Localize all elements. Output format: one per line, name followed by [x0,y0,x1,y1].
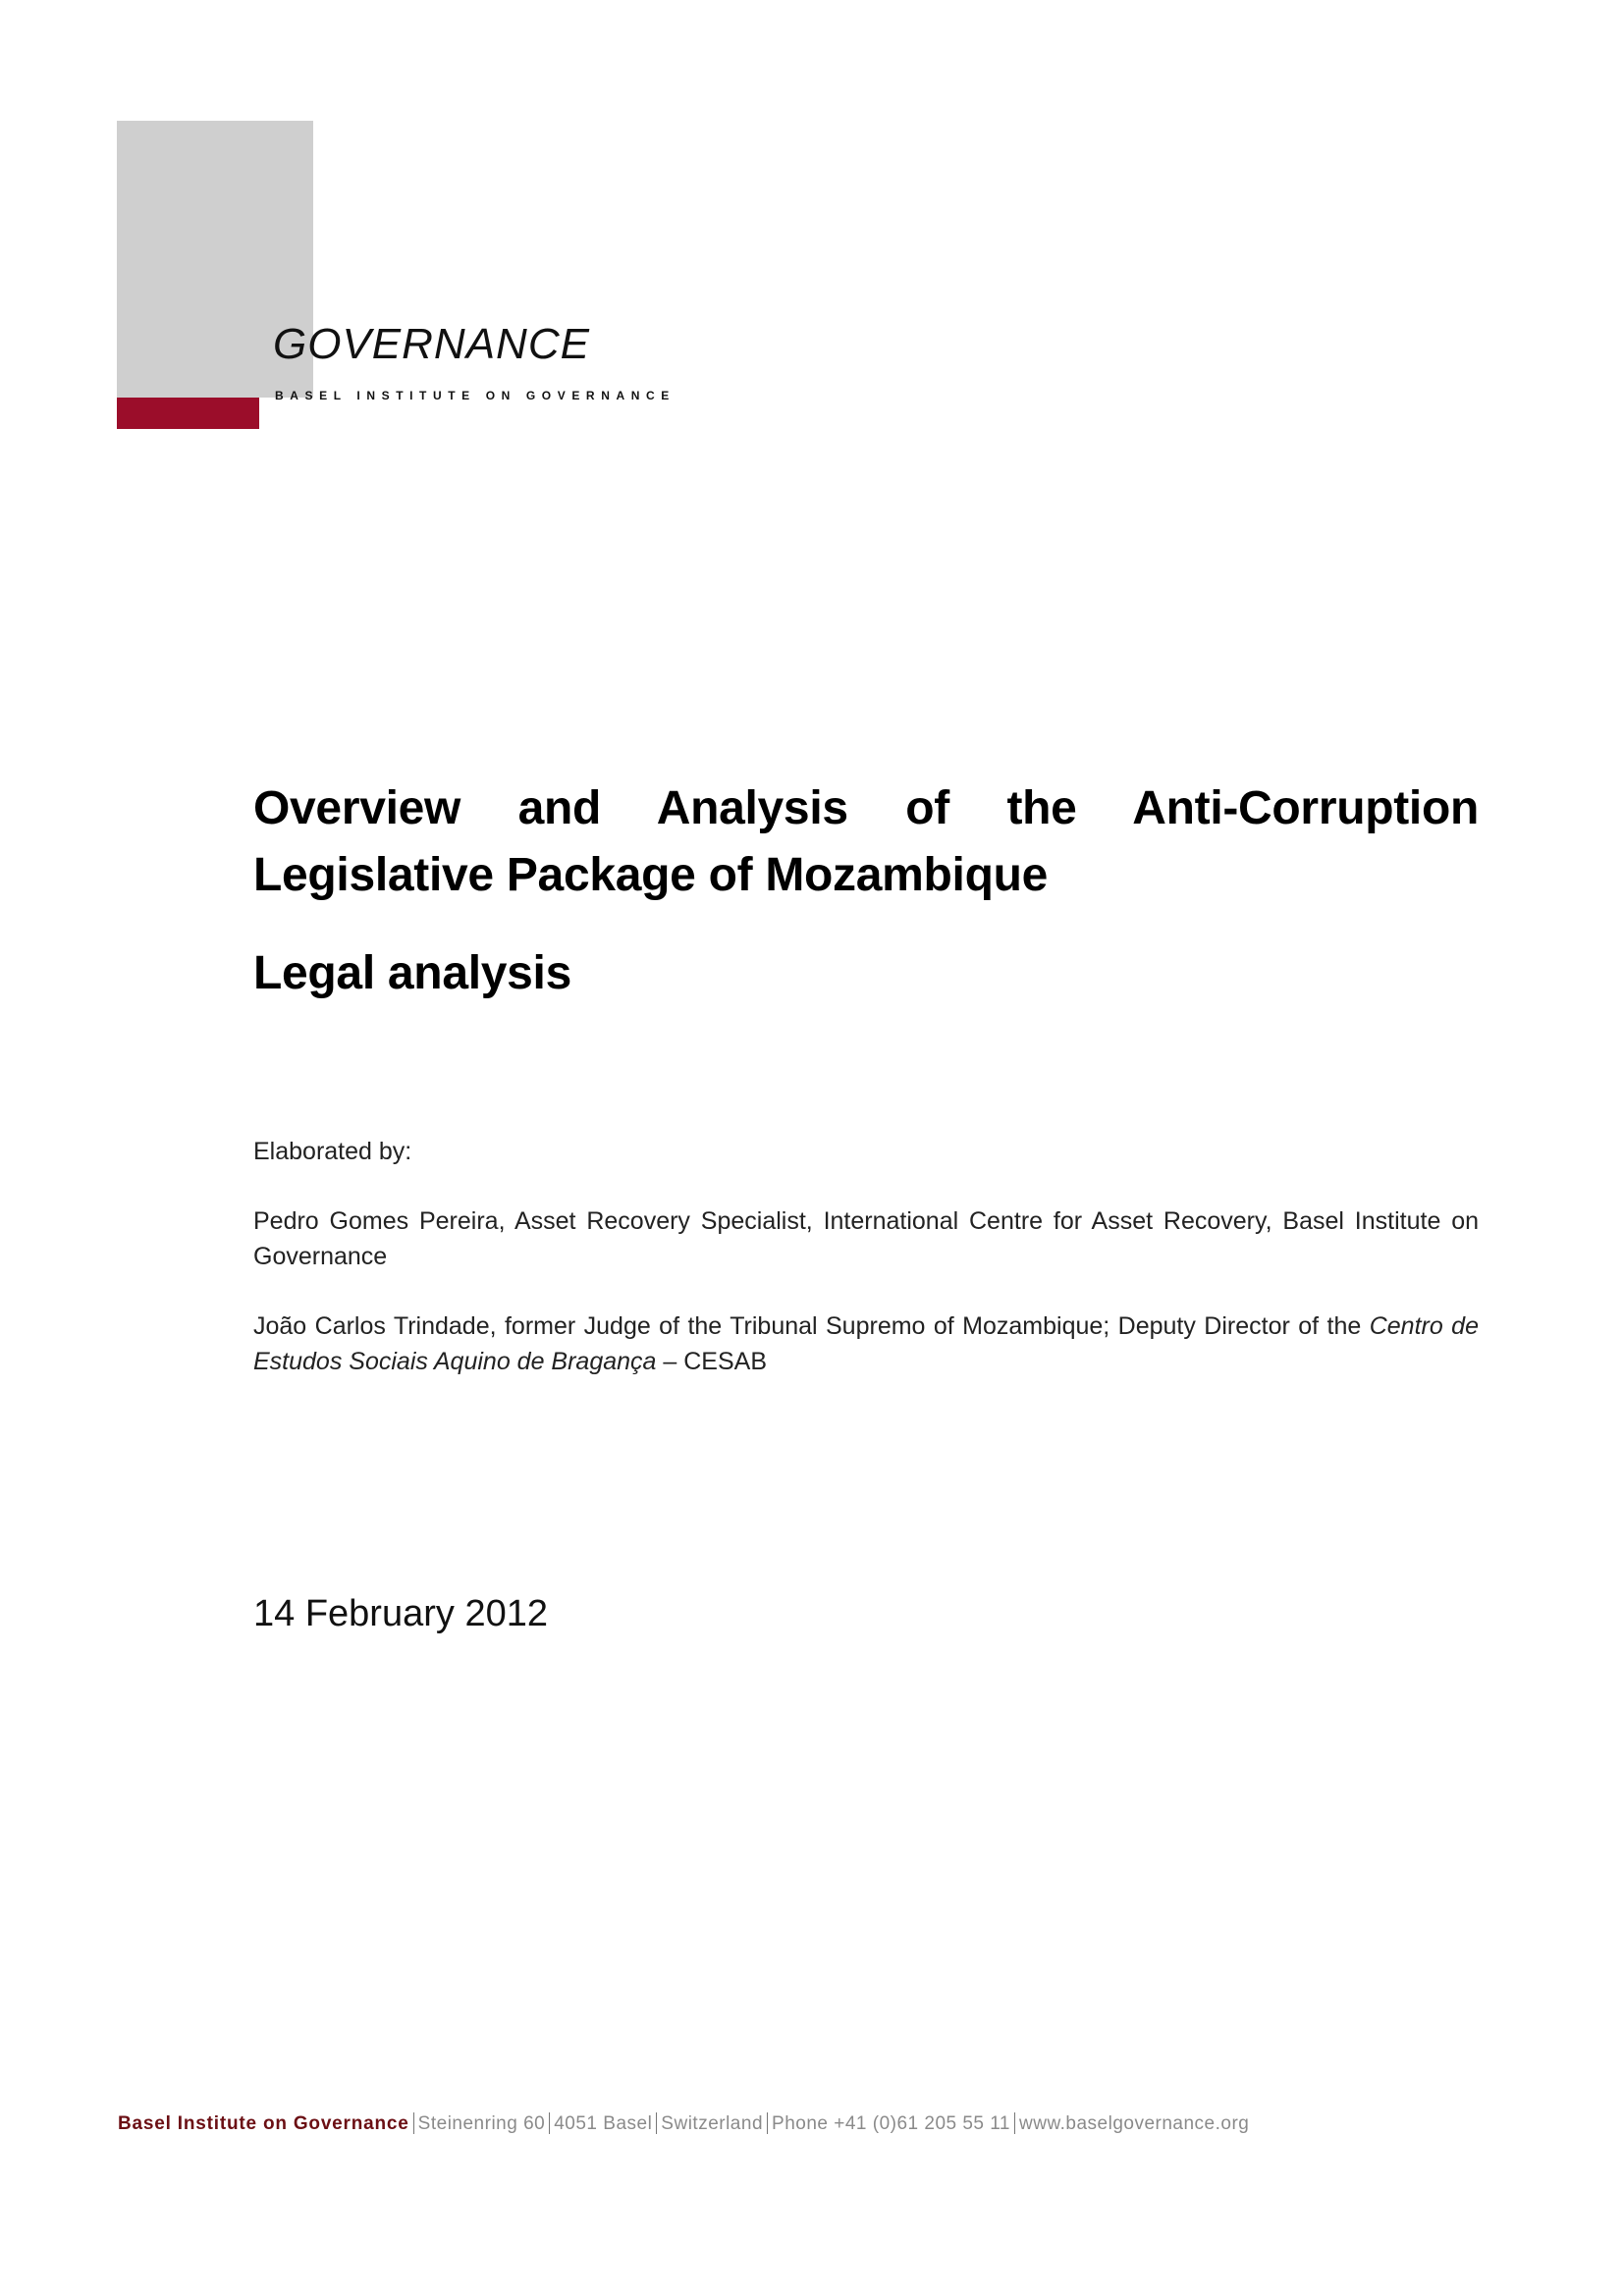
footer-divider [656,2112,657,2134]
footer-address: Steinenring 60 [417,2113,546,2134]
document-title [253,775,1479,909]
author-institution: Centro de Estudos Sociais Aquino de Bragança [253,1312,1479,1375]
footer-divider [413,2112,414,2134]
authors-block [253,1134,1479,1414]
footer-divider [767,2112,768,2134]
footer-country: Switzerland [661,2113,764,2134]
title-line-1: Overview and Analysis of the Anti-Corruption [253,782,1479,834]
footer-phone: Phone +41 (0)61 205 55 11 [772,2113,1010,2134]
footer-organization: Basel Institute on Governance [118,2113,409,2134]
logo-tagline: BASEL INSTITUTE ON GOVERNANCE [275,389,676,402]
author-entry [253,1308,1479,1379]
document-date: 14 February 2012 [253,1593,548,1634]
author-text: João Carlos Trindade, former Judge of the Tribunal Supremo of Mozambique; Deputy Director of the [253,1312,1362,1340]
logo-red-bar [117,398,259,429]
elaborated-by-label: Elaborated by: [253,1138,412,1165]
title-block [253,775,1479,1007]
footer-divider [549,2112,550,2134]
footer-divider [1014,2112,1015,2134]
footer-city: 4051 Basel [554,2113,653,2134]
title-line-2: Legislative Package of Mozambique [253,849,1049,901]
author-suffix: – CESAB [656,1348,768,1375]
author-entry: Pedro Gomes Pereira, Asset Recovery Specialist, International Centre for Asset Recovery, Basel Institute on Governance [253,1207,1479,1270]
footer-website-link[interactable]: www.baselgovernance.org [1019,2113,1250,2134]
footer [118,2112,1249,2135]
logo-wordmark: GOVERNANCE [273,320,590,368]
document-subtitle: Legal analysis [253,947,571,999]
